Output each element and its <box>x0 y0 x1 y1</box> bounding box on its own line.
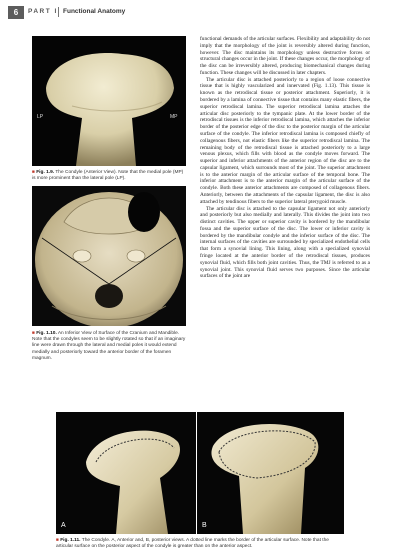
body-paragraph: The articular disc is attached posteriorly to a region of loose connective tissue that is highly vascularized and innervated (Fig. 1.13). This tissue is known as the retrodiscal tissue or posterior attachment. Superiorly, it is bordered by a lamina of connective tissue that contains many elastic fibers, the superior retrodiscal lamina. The superior retrodiscal lamina attaches the articular disc posteriorly to the tympanic plate. At the lower border of the retrodiscal tissues is the inferior retrodiscal lamina, which attaches the inferior border of the posterior edge of the disc to the posterior margin of the articular surface of the condyle. The inferior retrodiscal lamina is composed chiefly of collagenous fibers, not elastic fibers like the superior retrodiscal lamina. The remaining body of the retrodiscal tissue is attached posteriorly to a large venous plexus, which fills with blood as the condyle moves forward. The superior and inferior attachments of the anterior region of the disc are to the capsular ligament, which surrounds most of the joint. The superior attachment is to the anterior margin of the articular surface of the temporal bone. The inferior attachment is to the anterior margin of the articular surface of the condyle. Both these anterior attachments are composed of collagenous fibers. Anteriorly, between the attachments of the capsular ligament, the disc is also attached by tendinous fibers to the superior lateral pterygoid muscle. <box>200 76 370 205</box>
panel-a-label: A <box>61 522 66 529</box>
caption-bullet-icon: ■ <box>32 170 35 175</box>
figure-condyle-anterior <box>32 36 186 166</box>
chapter-title: Functional Anatomy <box>63 8 126 15</box>
figure-cranium-inferior <box>32 186 186 326</box>
body-paragraph: The articular disc is attached to the capsular ligament not only anteriorly and posteriorly but also medially and laterally. This divides the joint into two distinct cavities. The upper or superior cavity is bordered by the mandibular fossa and the superior surface of the disc. The lower or inferior cavity is bordered by the mandibular condyle and the inferior surface of the disc. The internal surfaces of the cavities are surrounded by specialized endothelial cells that form a synovial lining. This lining, along with a specialized synovial fringe located at the anterior border of the retrodiscal tissues, produces synovial fluid, which fills both joint cavities. Thus, the TMJ is referred to as a synovial joint. This synovial fluid serves two purposes. Since the articular surfaces of the joint are <box>200 205 370 280</box>
caption-text: The Condyle (Anterior View). Note that the medial pole (MP) is more prominent than the lateral pole (LP). <box>32 170 184 182</box>
caption-lead: Fig. 1.9. <box>36 170 55 175</box>
part-label: PART I <box>28 8 58 15</box>
caption-lead: Fig. 1.11. <box>60 538 81 543</box>
body-paragraph: functional demands of the articular surfaces. Flexibility and adaptability do not imply that the morphology of the joint is reversibly altered during function, however. The disc maintains its morphology unless destructive forces or structural changes occur in the joint. If these changes occur, the morphology of the disc can be irreversibly altered, producing biomechanical changes during function. These changes will be discussed in later chapters. <box>200 36 370 76</box>
figure-1-10-caption <box>32 331 187 362</box>
page-header <box>0 0 400 20</box>
condyle-posterior-photo <box>197 412 344 534</box>
header-divider <box>58 7 59 17</box>
figure-condyle-panel-b <box>197 412 344 534</box>
lateral-pole-label: LP <box>37 114 44 120</box>
caption-bullet-icon: ■ <box>32 331 35 336</box>
figure-1-11-caption <box>56 538 346 550</box>
panel-b-label: B <box>202 522 207 529</box>
medial-pole-label: MP <box>170 114 178 120</box>
skull-photo <box>32 186 186 326</box>
figure-condyle-panel-a <box>56 412 196 534</box>
figure-1-9-caption <box>32 170 187 182</box>
caption-text: The Condyle. A, Anterior and, B, posterior views. A dotted line marks the border of the articular surface. Note that the articular surface on the posterior aspect of the condyle is greater than on the anterior aspect. <box>56 538 329 550</box>
body-text-column <box>200 36 370 408</box>
condyle-anterior-photo <box>56 412 196 534</box>
caption-bullet-icon: ■ <box>56 538 59 543</box>
caption-text: An Inferior View of Surface of the Cranium and Mandible. Note that the condyles seem to be slightly rotated so that if an imaginary line were drawn through the lateral and medial poles it would extend medially and posteriorly toward the anterior border of the foramen magnum. <box>32 331 186 361</box>
caption-lead: Fig. 1.10. <box>36 331 57 336</box>
condyle-photo <box>32 36 186 166</box>
page-number: 6 <box>8 6 24 19</box>
